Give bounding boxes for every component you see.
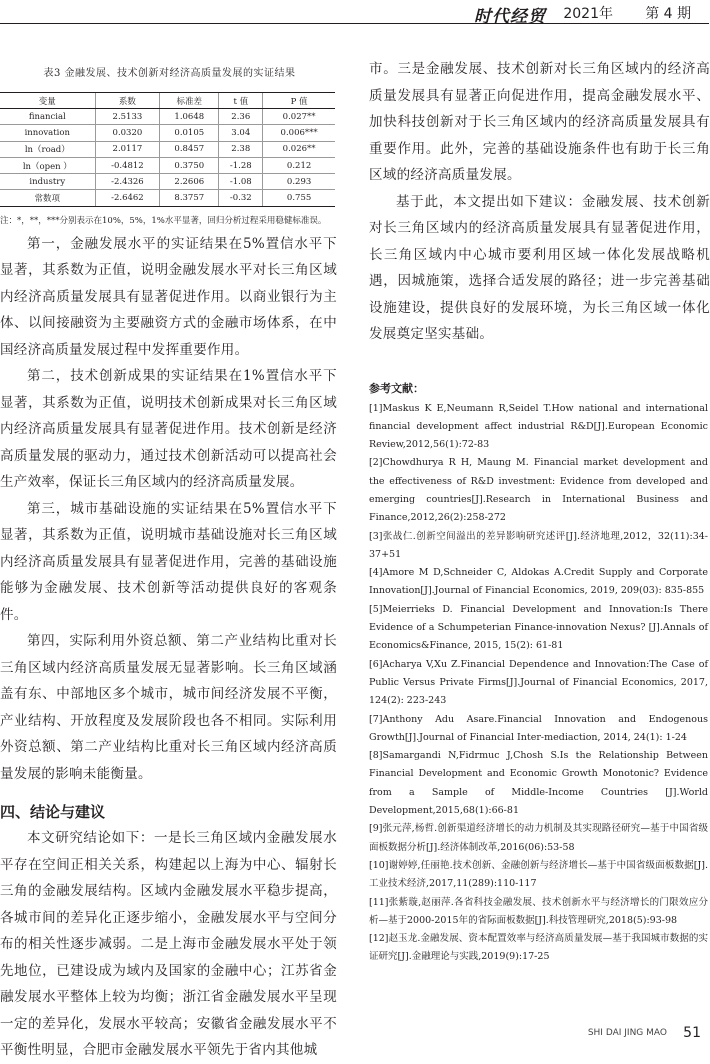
table-cell: 2.38	[219, 141, 263, 157]
table-caption: 表3 金融发展、技术创新对经济高质量发展的实证结果	[43, 68, 296, 79]
table-header-cell: t 值	[219, 93, 263, 109]
body-paragraph: 第四，实际利用外资总额、第二产业结构比重对长三角区域内经济高质量发展无显著影响。长三角区域涵盖有东、中部地区多个城市，城市间经济发展不平衡，产业结构、开放程度及发展阶段也各不相同。实际利用外资总额、第二产业结构比重对长三角区域内经济高质量发展的影响未能衡量。	[0, 633, 337, 782]
table-cell: 常数项	[0, 190, 95, 206]
reference-item: [3]张战仁.创新空间溢出的差异影响研究述评[J].经济地理,2012，32(11):34-37+51	[369, 530, 708, 560]
table-cell: 0.8457	[160, 141, 219, 157]
reference-item: [10]谢婷婷,任丽艳.技术创新、金融创新与经济增长—基于中国省级面板数据[J].工业技术经济,2017,11(289):110-117	[369, 859, 708, 890]
table-header-cell: P 值	[263, 93, 335, 109]
table-cell: 1.0648	[160, 109, 219, 125]
header-rule	[0, 23, 709, 24]
table-cell: 2.36	[219, 109, 263, 125]
table-cell: 3.04	[219, 125, 263, 141]
table-cell: -1.28	[219, 157, 263, 173]
table-cell: 0.026**	[263, 141, 335, 157]
reference-item: [5]Meierrieks D. Financial Development and Innovation:Is There Evidence of a Schumpeterian Finance-innovation Nexus? [J].Annals of Economics&Finance, 2015, 15(2): 61-81	[369, 603, 708, 652]
reference-item: [4]Amore M D,Schneider C, Aldokas A.Credit Supply and Corporate Innovation[J].Journal of Financial Economics, 2019, 209(03): 835-855	[369, 567, 708, 597]
table-row	[0, 109, 335, 125]
page-header	[0, 0, 709, 27]
reference-item: [11]张紫璇,赵丽萍.各省科技金融发展、技术创新水平与经济增长的门限效应分析—基于2000-2015年的省际面板数据[J].科技管理研究,2018(5):93-98	[369, 896, 708, 926]
table-header-cell: 标准差	[160, 93, 219, 109]
table-cell: -0.4812	[95, 157, 160, 173]
table-cell: -1.08	[219, 174, 263, 190]
table-cell: -0.32	[219, 190, 263, 206]
section-heading: 四、结论与建议	[0, 803, 106, 822]
table-cell: 0.0320	[95, 125, 160, 141]
references-heading: 参考文献：	[369, 381, 424, 395]
table-row	[0, 174, 335, 190]
table-row	[0, 141, 335, 157]
table-cell: 2.2606	[160, 174, 219, 190]
reference-item: [8]Samargandi N,Fidrmuc J,Chosh S.Is the Relationship Between Financial Development and Economic Growth Monotonic? Evidence from a Sample of Middle-Income Countries [J].World Development,2015,68(1):66-81	[369, 750, 708, 817]
table-cell: 8.3757	[160, 190, 219, 206]
table-cell: -2.6462	[95, 190, 160, 206]
table-cell: 0.212	[263, 157, 335, 173]
table-row	[0, 125, 335, 141]
table-cell: ln（road）	[0, 141, 95, 157]
body-paragraph: 第一，金融发展水平的实证结果在5%置信水平下显著，其系数为正值，说明金融发展水平对长三角区域内经济高质量发展具有显著促进作用。以商业银行为主体、以间接融资为主要融资方式的金融市场体系，在中国经济高质量发展过程中发挥重要作用。	[0, 235, 337, 358]
table-cell: -2.4326	[95, 174, 160, 190]
table-header-cell: 变量	[0, 93, 95, 109]
page-number: 51	[683, 1025, 701, 1041]
journal-year: 2021年	[563, 6, 613, 22]
table-cell: 2.5133	[95, 109, 160, 125]
footer-journal-name: SHI DAI JING MAO	[587, 1028, 667, 1038]
table-cell: 0.293	[263, 174, 335, 190]
reference-item: [6]Acharya V,Xu Z.Financial Dependence and Innovation:The Case of Public Versus Private Firms[J].Journal of Financial Economics, 2017, 124(2): 223-243	[369, 658, 708, 707]
table-cell: innovation	[0, 125, 95, 141]
table-cell: 0.755	[263, 190, 335, 206]
results-table	[0, 92, 335, 207]
journal-issue: 第 4 期	[645, 6, 691, 22]
table-cell: ln（open ）	[0, 157, 95, 173]
table-cell: financial	[0, 109, 95, 125]
table-row	[0, 157, 335, 173]
reference-item: [1]Maskus K E,Neumann R,Seidel T.How national and international financial development affect industrial R&D[J].European Economic Review,2012,56(1):72-83	[369, 402, 708, 451]
left-column	[0, 64, 339, 1064]
right-column	[369, 56, 710, 967]
table-cell: 0.006***	[263, 125, 335, 141]
table-row	[0, 190, 335, 206]
table-cell: 0.0105	[160, 125, 219, 141]
body-paragraph: 基于此，本文提出如下建议：金融发展、技术创新对长三角区域内的经济高质量发展具有显著促进作用，长三角区域内中心城市要利用区域一体化发展战略机遇，因城施策，选择合适发展的路径；进一步完善基础设施建设，提供良好的发展环境，为长三角区域一体化发展奠定坚实基础。	[369, 193, 710, 342]
body-paragraph: 第二，技术创新成果的实证结果在1%置信水平下显著，其系数为正值，说明技术创新成果对长三角区域内经济高质量发展具有显著促进作用。技术创新是经济高质量发展的驱动力，通过技术创新活动可以提高社会生产效率，保证长三角区域内的经济高质量发展。	[0, 368, 337, 491]
reference-item: [7]Anthony Adu Asare.Financial Innovation and Endogenous Growth[J].Journal of Financial Inter-mediaction, 2014, 24(1): 1-24	[369, 713, 708, 743]
table-header-cell: 系数	[95, 93, 160, 109]
table-cell: 0.3750	[160, 157, 219, 173]
reference-item: [2]Chowdhurya R H, Maung M. Financial market development and the effectiveness of R&D investment: Evidence from developed and emerging countries[J].Research in International Business and Finance,2012,26(2):258-272	[369, 457, 708, 524]
page-footer	[0, 1024, 709, 1044]
table-header-row	[0, 93, 335, 109]
journal-title: 时代经贸	[474, 7, 546, 27]
table-cell: 2.0117	[95, 141, 160, 157]
body-paragraph: 本文研究结论如下：一是长三角区域内金融发展水平存在空间正相关关系，构建起以上海为中心、辐射长三角的金融发展结构。区域内金融发展水平稳步提高，各城市间的差异化正逐步缩小，金融发展水平与空间分布的相关性逐步减弱。二是上海市金融发展水平处于领先地位，已建设成为域内及国家的金融中心；江苏省金融发展水平整体上较为均衡；浙江省金融发展水平呈现一定的差异化，发展水平较高；安徽省金融发展水平不平衡性明显，合肥市金融发展水平领先于省内其他城	[0, 830, 337, 1059]
body-paragraph: 第三，城市基础设施的实证结果在5%置信水平下显著，其系数为正值，说明城市基础设施对长三角区域内经济高质量发展具有显著促进作用，完善的基础设施能够为金融发展、技术创新等活动提供良好的客观条件。	[0, 500, 337, 623]
table-cell: 0.027**	[263, 109, 335, 125]
table-note: 注：*，**，***分别表示在10%，5%，1%水平显著，回归分析过程采用稳健标准误。	[0, 215, 327, 226]
table-cell: industry	[0, 174, 95, 190]
reference-item: [12]赵玉龙.金融发展、资本配置效率与经济高质量发展—基于我国城市数据的实证研究[J].金融理论与实践,2019(9):17-25	[369, 933, 708, 963]
reference-item: [9]张元萍,杨哲.创新渠道经济增长的动力机制及其实现路径研究—基于中国省级面板数据分析[J].经济体制改革,2016(06):53-58	[369, 823, 708, 853]
body-paragraph: 市。三是金融发展、技术创新对长三角区域内的经济高质量发展具有显著正向促进作用，提高金融发展水平、加快科技创新对于长三角区域内的经济高质量发展具有重要作用。此外，完善的基础设施条件也有助于长三角区域的经济高质量发展。	[369, 61, 710, 183]
